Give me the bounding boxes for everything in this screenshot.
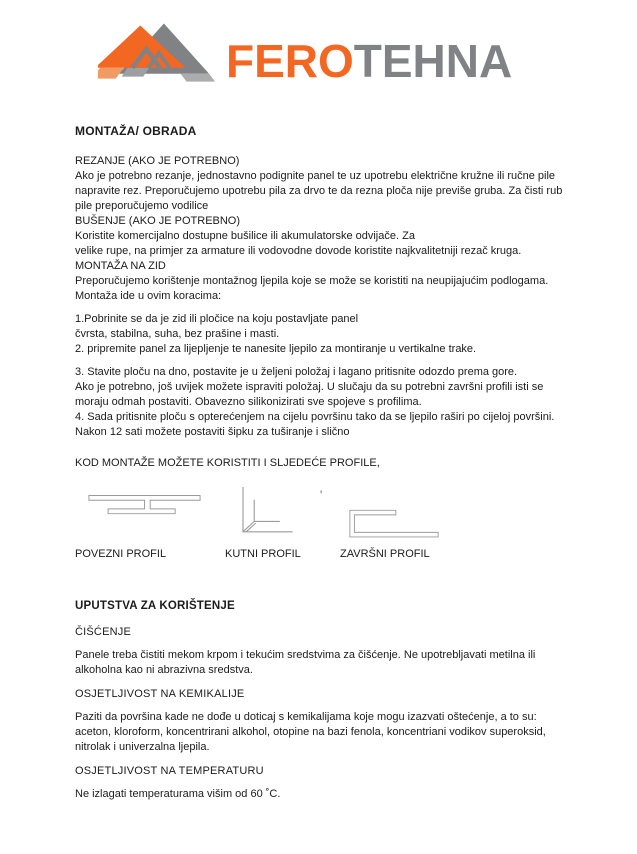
figure-zavrsni-profil bbox=[340, 479, 460, 562]
end-profile-icon bbox=[340, 479, 460, 547]
subsection-kemikalije: OSJETLJIVOST NA KEMIKALIJE bbox=[75, 688, 245, 700]
body-line: Montaža ide u ovim koracima: bbox=[75, 290, 222, 302]
figure-label-kutni: KUTNI PROFIL bbox=[225, 548, 301, 560]
paragraph-ciscenje bbox=[75, 648, 607, 678]
body-line: velike rupe, na primjer za armature ili vodovodne dovode koristite najkvalitetniji rezač kruga. bbox=[75, 245, 522, 257]
body-line: 2. pripremite panel za lijepljenje te nanesite ljepilo za montiranje u vertikalne trake. bbox=[75, 343, 477, 355]
body-line: Nakon 12 sati možete postaviti šipku za tuširanje i slično bbox=[75, 426, 350, 438]
body-line: 3. Stavite ploču na dno, postavite je u željeni položaj i lagano pritisnite odozdo prema gore. bbox=[75, 366, 518, 378]
body-line: Paziti da površina kade ne dođe u doticaj s kemikalijama koje mogu izazvati oštećenje, a to su: bbox=[75, 711, 537, 723]
body-line: BUŠENJE (AKO JE POTREBNO) bbox=[75, 215, 241, 227]
subsection-ciscenje: ČIŠĆENJE bbox=[75, 626, 131, 638]
figure-label-povezni: POVEZNI PROFIL bbox=[75, 548, 167, 560]
body-line: Panele treba čistiti mekom krpom i tekućim sredstvima za čišćenje. Ne upotrebljavati metilna ili bbox=[75, 649, 536, 661]
figure-povezni-profil bbox=[75, 479, 205, 562]
body-line: alkoholna kao ni abrazivna sredstva. bbox=[75, 664, 253, 676]
body-line: pile preporučujemo vodilice bbox=[75, 200, 209, 212]
brand-text-tehna: TEHNA bbox=[353, 35, 513, 87]
figure-kutni-profil bbox=[225, 479, 315, 562]
paragraph-temperatura bbox=[75, 787, 607, 802]
subsection-temperatura: OSJETLJIVOST NA TEMPERATURU bbox=[75, 765, 264, 777]
body-line: nitrolak i univerzalna ljepila. bbox=[75, 741, 210, 753]
paragraph-montaza bbox=[75, 154, 607, 304]
paragraph-kemikalije bbox=[75, 710, 607, 755]
body-line: Ako je potrebno, još uvijek možete ispraviti položaj. U slučaju da su potrebni završni profili isti se bbox=[75, 381, 544, 393]
section-title-uputstva: UPUTSTVA ZA KORIŠTENJE bbox=[75, 600, 235, 612]
paragraph-steps-3-4 bbox=[75, 365, 607, 440]
body-line: Ne izlagati temperaturama višim od 60 ˚C. bbox=[75, 788, 281, 800]
body-line: Ako je potrebno rezanje, jednostavno podignite panel te uz upotrebu električne kružne ili ručne pile bbox=[75, 170, 556, 182]
logo bbox=[0, 0, 637, 98]
document-body bbox=[0, 124, 637, 802]
section-title-montaza-obrada: MONTAŽA/ OBRADA bbox=[75, 124, 197, 138]
corner-profile-icon bbox=[225, 479, 315, 547]
paragraph-steps-1-2 bbox=[75, 312, 607, 357]
body-line: moraju odmah postaviti. Obavezno silikonizirati sve spojeve s profilima. bbox=[75, 396, 422, 408]
brand-text bbox=[226, 35, 513, 87]
body-line: čvrsta, stabilna, suha, bez prašine i masti. bbox=[75, 328, 280, 340]
profiles-heading: KOD MONTAŽE MOŽETE KORISTITI I SLJEDEĆE PROFILE, bbox=[75, 457, 380, 469]
figure-label-zavrsni: ZAVRŠNI PROFIL bbox=[340, 548, 430, 560]
body-line: 4. Sada pritisnite ploču s opterećenjem na cijelu površinu tako da se ljepilo raširi po cijeloj površini. bbox=[75, 411, 555, 423]
body-line: MONTAŽA NA ZID bbox=[75, 260, 166, 272]
body-line: Preporučujemo korištenje montažnog ljepila koje se može se koristiti na neupijajućim podlogama. bbox=[75, 275, 549, 287]
body-line: Koristite komercijalno dostupne bušilice ili akumulatorske odvijače. Za bbox=[75, 230, 415, 242]
body-line: napravite rez. Preporučujemo upotrebu pila za drvo te da rezna ploča nije previše gruba. Za čisti rub bbox=[75, 185, 563, 197]
profile-figures bbox=[75, 479, 607, 562]
body-line: 1.Pobrinite se da je zid ili pločice na koju postavljate panel bbox=[75, 313, 359, 325]
mountain-logo-icon bbox=[98, 16, 216, 96]
body-line: aceton, kloroform, koncentrirani alkohol, otopine na bazi fenola, koncentriani vodikov superoksid, bbox=[75, 726, 546, 738]
body-line: REZANJE (AKO JE POTREBNO) bbox=[75, 155, 240, 167]
brand-text-fero: FERO bbox=[226, 35, 354, 87]
h-profile-icon bbox=[75, 479, 205, 547]
stray-mark: ' bbox=[320, 488, 323, 502]
